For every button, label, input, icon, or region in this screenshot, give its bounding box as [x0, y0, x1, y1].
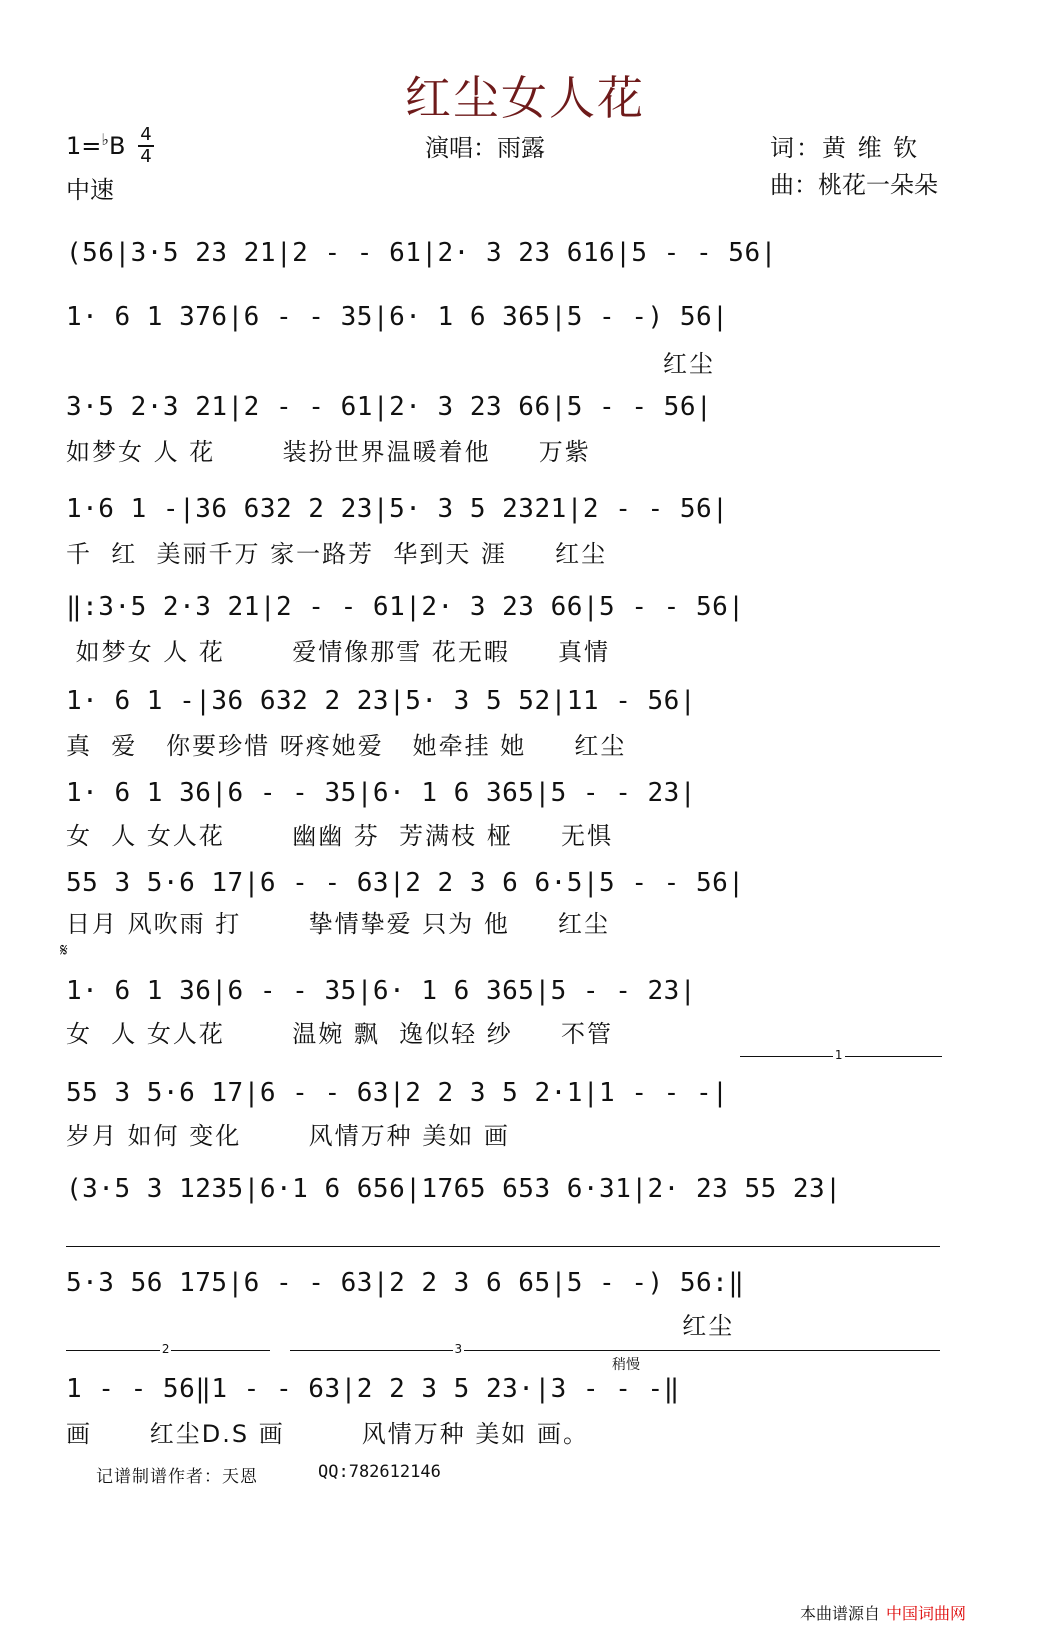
score-notes-line-7: 1· 6 1 36|6 - - 35|6· 1 6 365|5 - - 23|: [66, 778, 696, 808]
time-bottom: 4: [140, 146, 152, 167]
transcriber-credit: 记谱制谱作者：天恩: [96, 1467, 258, 1487]
score-notes-line-9: 1· 6 1 36|6 - - 35|6· 1 6 365|5 - - 23|: [66, 976, 696, 1006]
source-credit: [800, 1601, 966, 1624]
score-notes-line-1: (56|3·5 23 21|2 - - 61|2· 3 23 616|5 - - 56|: [66, 238, 777, 268]
first-ending-bracket: [740, 1048, 942, 1062]
score-notes-line-4: 1·6 1 -|36 632 2 23|5· 3 5 2321|2 - - 56|: [66, 494, 729, 524]
second-ending-bracket: [66, 1342, 270, 1356]
score-lyric-line-6: 真 爱 你要珍惜 呀疼她爱 她牵挂 她 红尘: [66, 732, 627, 760]
key-note: B: [108, 132, 126, 160]
score-lyric-line-13: 画 红尘D.S 画 风情万种 美如 画。: [66, 1420, 590, 1448]
score-notes-line-6: 1· 6 1 -|36 632 2 23|5· 3 5 52|11 - 56|: [66, 686, 696, 716]
time-top: 4: [140, 124, 152, 145]
singer-credit: 演唱：雨露: [425, 134, 545, 162]
page-title: 红尘女人花: [405, 71, 645, 125]
score-lyric-line-7: 女 人 女人花 幽幽 芬 芳满枝 桠 无惧: [66, 822, 613, 850]
composer-credit: 曲：桃花一朵朵: [770, 171, 938, 199]
third-ending-number: 3: [454, 1342, 463, 1356]
score-lyric-line-2: 红尘: [66, 350, 715, 378]
source-label: 本曲谱源自: [800, 1604, 881, 1623]
first-ending-number: 1: [834, 1048, 843, 1062]
score-lyric-line-12: 红尘: [66, 1312, 735, 1340]
score-notes-line-3: 3·5 2·3 21|2 - - 61|2· 3 23 66|5 - - 56|: [66, 392, 713, 422]
key-signature: [66, 132, 125, 160]
score-notes-line-11: (3·5 3 1235|6·1 6 656|1765 653 6·31|2· 23 55 23|: [66, 1174, 842, 1204]
contact-qq: QQ:782612146: [318, 1462, 441, 1482]
source-site-link[interactable]: 中国词曲网: [886, 1604, 967, 1623]
score-notes-line-5: ‖:3·5 2·3 21|2 - - 61|2· 3 23 66|5 - - 56|: [66, 592, 745, 622]
tempo-slow-mark: 稍慢: [612, 1357, 640, 1373]
score-lyric-line-10: 岁月 如何 变化 风情万种 美如 画: [66, 1122, 510, 1150]
key-prefix: 1=: [66, 132, 102, 160]
score-notes-line-8: 55 3 5·6 17|6 - - 63|2 2 3 6 6·5|5 - - 56|: [66, 868, 745, 898]
score-notes-line-2: 1· 6 1 376|6 - - 35|6· 1 6 365|5 - -) 56|: [66, 302, 729, 332]
ending-bracket-line: [66, 1246, 940, 1247]
score-notes-line-10: 55 3 5·6 17|6 - - 63|2 2 3 5 2·1|1 - - -|: [66, 1078, 729, 1108]
flat-symbol: ♭: [101, 130, 109, 149]
score-lyric-line-5: 如梦女 人 花 爱情像那雪 花无暇 真情: [66, 638, 611, 666]
score-lyric-line-9: 女 人 女人花 温婉 飘 逸似轻 纱 不管: [66, 1020, 613, 1048]
score-notes-line-12: 5·3 56 175|6 - - 63|2 2 3 6 65|5 - -) 56:‖: [66, 1268, 745, 1298]
tempo-marking: 中速: [66, 176, 114, 204]
score-notes-line-13: 1 - - 56‖1 - - 63|2 2 3 5 23·|3 - - -‖: [66, 1374, 680, 1404]
segno-sign: 𝄋: [60, 940, 68, 961]
score-lyric-line-3: 如梦女 人 花 装扮世界温暖着他 万紫: [66, 438, 591, 466]
third-ending-bracket: [290, 1342, 940, 1356]
second-ending-number: 2: [161, 1342, 170, 1356]
lyricist-credit: 词：黄 维 钦: [770, 134, 920, 162]
score-lyric-line-8: 日月 风吹雨 打 挚情挚爱 只为 他 红尘: [66, 910, 611, 938]
score-lyric-line-4: 千 红 美丽千万 家一路芳 华到天 涯 红尘: [66, 540, 608, 568]
time-signature: [138, 126, 154, 166]
